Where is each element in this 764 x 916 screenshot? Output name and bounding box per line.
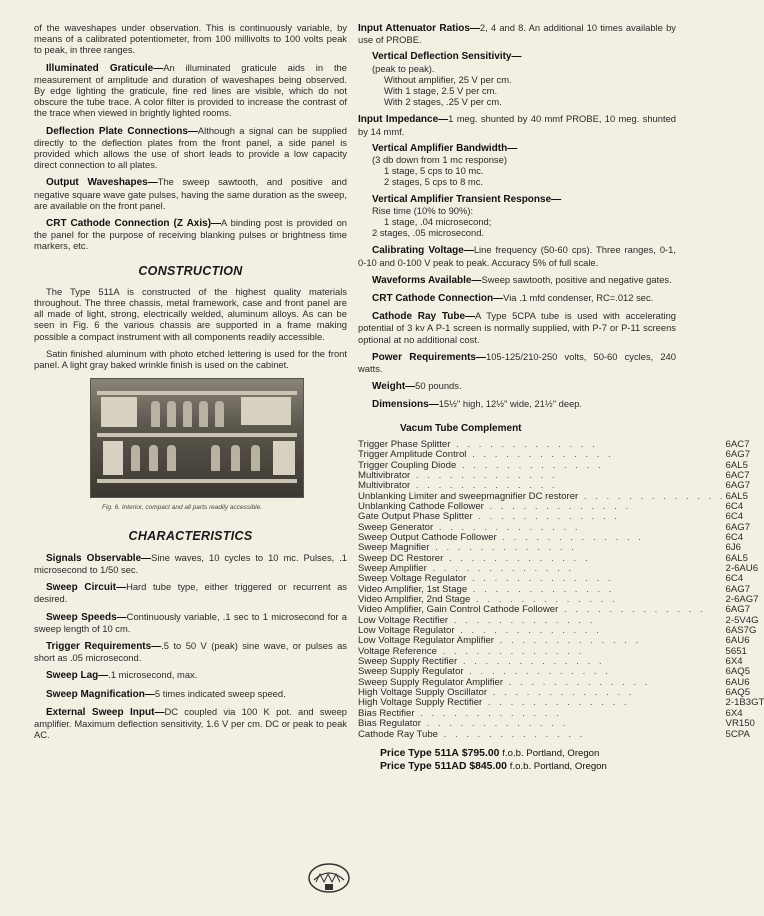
construction-paragraph-1: The Type 511A is constructed of the highest quality materials throughout. The three chassis, metal framework, case and front panel are all made of light, strong, electrically welded, aluminum alloys. As can be seen in Fig. 6 the various chassis are supported in a frame making possible a compact instrument with all components readily accessible. (34, 285, 347, 342)
feature-item: CRT Cathode Connection (Z Axis)—A binding post is provided on the panel for the purpose of receiving blanking pulses or brightness time markers, etc. (34, 217, 347, 252)
characteristics-heading: CHARACTERISTICS (128, 529, 253, 544)
intro-paragraph: of the waveshapes under observation. This is continuously variable, by means of a calibrated potentiometer, from 100 millivolts to 100 volts peak to peak, in three ranges. (34, 22, 347, 56)
characteristic-item: Sweep Lag—.1 microsecond, max. (46, 669, 198, 682)
table-row: Gate Output Phase Splitter . . . . . . . . . . . . . 6C4 (358, 511, 744, 523)
spec-cathode-ray-tube: Cathode Ray Tube—A Type 5CPA tube is used with accelerating potential of 3 kv A P-1 screen is normally supplied, with P-7 or P-11 screens optional at no additional cost. (358, 310, 677, 345)
table-row: Video Amplifier, 2nd Stage . . . . . . . . . . . . . 2-6AG7 (358, 594, 759, 606)
spec-calibrating-voltage: Calibrating Voltage—Line frequency (50-60 cps). Three ranges, 0-1, 0-10 and 0-100 V peak to peak. Accuracy 5% of full scale. (358, 244, 677, 268)
table-row: Sweep Generator . . . . . . . . . . . . . 6AG7 (358, 521, 751, 533)
spec-vertical-deflection: Vertical Deflection Sensitivity— (peak to peak). Without amplifier, 25 V per cm. With 1 stage, 2.5 V per cm. With 2 stages, .25 V per cm. (372, 51, 522, 108)
spec-dimensions: Dimensions—15½" high, 12½" wide, 21½" deep. (372, 398, 583, 411)
price-511a: Price Type 511A $795.00 f.o.b. Portland, Oregon (380, 747, 600, 759)
table-row: Sweep Voltage Regulator . . . . . . . . . . . . . 6C4 (358, 573, 744, 585)
left-column (34, 22, 347, 746)
table-row: Sweep Supply Regulator . . . . . . . . . . . . . 6AQ5 (358, 666, 751, 678)
feature-item: Deflection Plate Connections—Although a signal can be supplied directly to the deflection plates from the front panel, a side panel is provided which allows the use of short leads to provide a low capacity direct connection to all plates. (34, 124, 347, 171)
characteristic-item: Signals Observable—Sine waves, 10 cycles to 10 mc. Pulses, .1 microsecond to 1/50 sec. (34, 551, 347, 575)
characteristics-list (34, 552, 347, 741)
table-row: Trigger Amplitude Control . . . . . . . . . . . . . 6AG7 (358, 449, 751, 461)
table-row: Unblanking Cathode Follower . . . . . . . . . . . . . 6C4 (358, 500, 744, 512)
table-row: Low Voltage Regulator . . . . . . . . . . . . . 6AS7G (358, 625, 757, 637)
table-row: Sweep DC Restorer . . . . . . . . . . . . . 6AL5 (358, 552, 748, 564)
features-list (34, 62, 347, 252)
table-row: Trigger Phase Splitter . . . . . . . . . . . . . 6AC7 (358, 438, 750, 450)
table-row: Sweep Magnifier . . . . . . . . . . . . . 6J6 (358, 542, 742, 554)
characteristic-item: Sweep Speeds—Continuously variable, .1 sec to 1 microsecond for a sweep length of 10 cm. (34, 610, 347, 634)
spec-waveforms: Waveforms Available—Sweep sawtooth, positive and negative gates. (372, 273, 672, 286)
tube-table (358, 440, 764, 740)
table-row: Multivibrator . . . . . . . . . . . . . 6AC7 (358, 469, 750, 481)
construction-paragraph-2: Satin finished aluminum with photo etched lettering is used for the front panel. A light gray baked wrinkle finish is used on the cabinet. (34, 347, 347, 371)
right-column (358, 22, 764, 774)
table-row: Voltage Reference . . . . . . . . . . . . . 5651 (358, 645, 747, 657)
interior-photo (90, 378, 304, 498)
characteristic-item: Sweep Circuit—Hard tube type, either triggered or recurrent as desired. (34, 581, 347, 605)
table-row: Bias Regulator . . . . . . . . . . . . . VR150 (358, 718, 755, 730)
table-row: Sweep Amplifier . . . . . . . . . . . . . 2-6AU6 (358, 563, 759, 575)
table-row: Unblanking Limiter and sweepmagnifier DC restorer . . . . . . . . . . . . . 6AL5 (358, 490, 748, 502)
table-row: High Voltage Supply Rectifier . . . . . . . . . . . . . 2-1B3GT (358, 697, 764, 709)
table-row: Video Amplifier, 1st Stage . . . . . . . . . . . . . 6AG7 (358, 583, 751, 595)
table-row: Sweep Supply Regulator Amplifier . . . . . . . . . . . . . 6AU6 (358, 676, 750, 688)
spec-transient-response: Vertical Amplifier Transient Response— Rise time (10% to 90%): 1 stage, .04 microsecond; 2 stages, .05 microsecond. (372, 193, 562, 239)
construction-heading: CONSTRUCTION (138, 263, 243, 278)
table-row: Trigger Coupling Diode . . . . . . . . . . . . . 6AL5 (358, 459, 748, 471)
spec-power: Power Requirements—105-125/210-250 volts, 50-60 cycles, 240 watts. (358, 350, 676, 375)
table-row: Sweep Supply Rectifier . . . . . . . . . . . . . 6X4 (358, 656, 743, 668)
feature-item: Output Waveshapes—The sweep sawtooth, and positive and negative square wave gate pulses, having the same duration as the sweep, are available on the front panel. (34, 176, 347, 211)
table-row: Bias Rectifier . . . . . . . . . . . . . 6X4 (358, 707, 743, 719)
feature-item: Illuminated Graticule—An illuminated graticule aids in the measurement of amplitude and duration of waveshapes being observed. By edge lighting the graticule, fine red lines are visible, which do not obscure the tube trace. A color filter is provided to increase the contrast of the trace when viewed in brightly lighted rooms. (34, 61, 347, 119)
table-row: Multivibrator . . . . . . . . . . . . . 6AG7 (358, 480, 751, 492)
spec-weight: Weight—50 pounds. (372, 380, 462, 393)
characteristic-item: External Sweep Input—DC coupled via 100 K pot. and sweep amplifier. Maximum deflection sensitivity, 1.6 V per cm. DC or peak to peak AC. (34, 705, 347, 741)
spec-input-impedance: Input Impedance—1 meg. shunted by 40 mmf PROBE, 10 meg. shunted by 14 mmf. (358, 113, 676, 137)
table-row: Video Amplifier, Gain Control Cathode Follower . . . . . . . . . . . . . 6AG7 (358, 604, 751, 616)
tube-complement-heading: Vacum Tube Complement (400, 422, 522, 434)
price-511ad: Price Type 511AD $845.00 f.o.b. Portland, Oregon (380, 761, 607, 773)
table-row: High Voltage Supply Oscillator . . . . . . . . . . . . . 6AQ5 (358, 687, 751, 699)
company-logo-icon (306, 862, 352, 894)
spec-attenuator: Input Attenuator Ratios—2, 4 and 8. An additional 10 times available by use of PROBE. (358, 22, 676, 46)
photo-caption: Fig. 6. Interior, compact and all parts readily accessible. (102, 504, 263, 512)
spec-bandwidth: Vertical Amplifier Bandwidth— (3 db down from 1 mc response) 1 stage, 5 cps to 10 mc. 2 stages, 5 cps to 8 mc. (372, 142, 518, 188)
table-row: Low Voltage Regulator Amplifier . . . . . . . . . . . . . 6AU6 (358, 635, 750, 647)
table-row: Sweep Output Cathode Follower . . . . . . . . . . . . . 6C4 (358, 531, 744, 543)
table-row: Low Voltage Rectifier . . . . . . . . . . . . . 2-5V4G (358, 614, 759, 626)
spec-crt-cathode: CRT Cathode Connection—Via .1 mfd condenser, RC=.012 sec. (372, 292, 654, 305)
table-row: Cathode Ray Tube . . . . . . . . . . . . . 5CPA (358, 728, 750, 740)
characteristic-item: Trigger Requirements—.5 to 50 V (peak) sine wave, or pulses as short as .05 microsecond. (34, 639, 347, 664)
characteristic-item: Sweep Magnification—5 times indicated sweep speed. (46, 687, 286, 700)
